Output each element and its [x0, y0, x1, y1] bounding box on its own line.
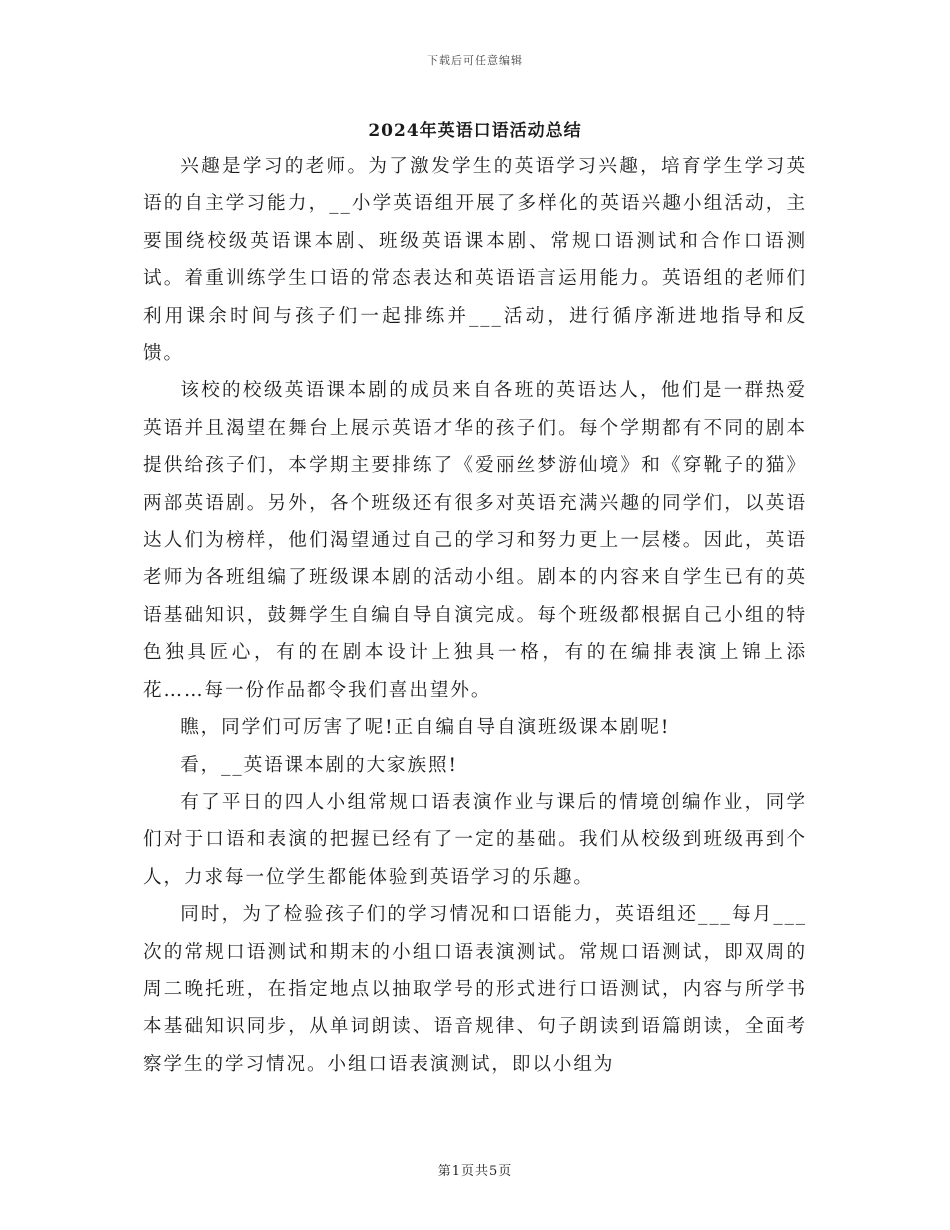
paragraph: 兴趣是学习的老师。为了激发学生的英语学习兴趣，培育学生学习英语的自主学习能力，__小学英语组开展了多样化的英语兴趣小组活动，主要围绕校级英语课本剧、班级英语课本剧、常规口语测试和合作口语测试。着重训练学生口语的常态表达和英语语言运用能力。英语组的老师们利用课余时间与孩子们一起排练并___活动，进行循序渐进地指导和反馈。: [143, 156, 807, 365]
document-title: 2024年英语口语活动总结: [368, 121, 582, 141]
paragraph: 看，__英语课本剧的大家族照!: [180, 754, 458, 776]
paragraph: 同时，为了检验孩子们的学习情况和口语能力，英语组还___每月___次的常规口语测试和期末的小组口语表演测试。常规口语测试，即双周的周二晚托班，在指定地点以抽取学号的形式进行口语测试，内容与所学书本基础知识同步，从单词朗读、语音规律、句子朗读到语篇朗读，全面考察学生的学习情况。小组口语表演测试，即以小组为: [143, 904, 807, 1075]
paragraph: 该校的校级英语课本剧的成员来自各班的英语达人，他们是一群热爱英语并且渴望在舞台上展示英语才华的孩子们。每个学期都有不同的剧本提供给孩子们，本学期主要排练了《爱丽丝梦游仙境》和《穿靴子的猫》两部英语剧。另外，各个班级还有很多对英语充满兴趣的同学们，以英语达人们为榜样，他们渴望通过自己的学习和努力更上一层楼。因此，英语老师为各班组编了班级课本剧的活动小组。剧本的内容来自学生已有的英语基础知识，鼓舞学生自编自导自演完成。每个班级都根据自己小组的特色独具匠心，有的在剧本设计上独具一格，有的在编排表演上锦上添花……每一份作品都令我们喜出望外。: [143, 380, 807, 701]
header-note: 下载后可任意编辑: [427, 54, 523, 67]
paragraph: 有了平日的四人小组常规口语表演作业与课后的情境创编作业，同学们对于口语和表演的把握已经有了一定的基础。我们从校级到班级再到个人，力求每一位学生都能体验到英语学习的乐趣。: [143, 791, 807, 888]
paragraph: 瞧，同学们可厉害了呢!正自编自导自演班级课本剧呢!: [180, 717, 671, 739]
page-number: 第1页共5页: [437, 1164, 513, 1179]
document-body: [143, 148, 807, 1083]
